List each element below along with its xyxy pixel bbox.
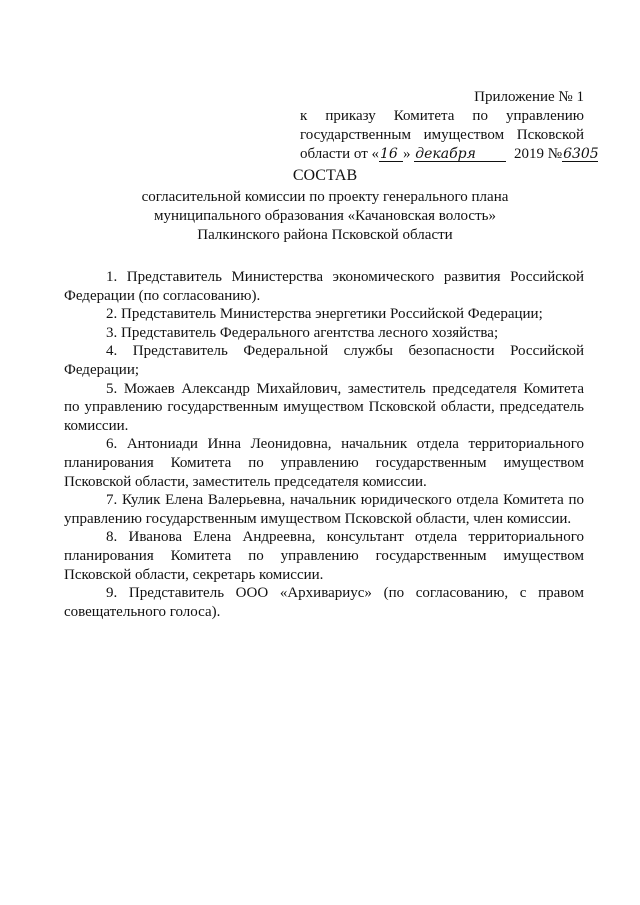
heading-line-1: согласительной комиссии по проекту генерального плана xyxy=(141,189,509,205)
appendix-block xyxy=(300,88,599,164)
handwritten-order-number: 6305 xyxy=(563,146,599,162)
year-part: 2019 № xyxy=(510,146,563,162)
members-list xyxy=(64,268,584,621)
list-item: 2. Представитель Министерства энергетики Российской Федерации; xyxy=(106,306,543,323)
date-prefix: области от « xyxy=(300,146,379,162)
list-item: 1. Представитель Министерства экономического развития Российской Федерации (по согласованию). xyxy=(64,269,584,304)
appendix-date-line xyxy=(300,145,599,164)
list-item: 6. Антониади Инна Леонидовна, начальник отдела территориального планирования Комитета по управлению государственным имуществом Псковской области, заместитель председателя комиссии. xyxy=(64,436,584,490)
list-item: 5. Можаев Александр Михайлович, заместитель председателя Комитета по управлению государственным имуществом Псковской области, председатель комиссии. xyxy=(64,380,584,434)
heading-block xyxy=(60,166,590,245)
handwritten-month: декабря xyxy=(414,147,506,162)
appendix-title: Приложение № 1 xyxy=(474,89,584,105)
list-item: 9. Представитель ООО «Архивариус» (по согласованию, с правом совещательного голоса). xyxy=(64,585,584,620)
list-item: 4. Представитель Федеральной службы безопасности Российской Федерации; xyxy=(64,343,584,378)
heading-title: СОСТАВ xyxy=(292,167,358,184)
list-item: 3. Представитель Федерального агентства лесного хозяйства; xyxy=(106,324,499,341)
heading-line-2: муниципального образования «Качановская волость» xyxy=(154,208,496,224)
heading-line-3: Палкинского района Псковской области xyxy=(197,227,453,243)
appendix-line-1: к приказу Комитета по управлению xyxy=(300,108,584,124)
list-item: 8. Иванова Елена Андреевна, консультант отдела территориального планирования Комитета по управлению государственным имуществом Псковской области, секретарь комиссии. xyxy=(64,529,584,583)
list-item: 7. Кулик Елена Валерьевна, начальник юридического отдела Комитета по управлению государственным имуществом Псковской области, член комиссии. xyxy=(64,492,584,527)
appendix-line-2: государственным имуществом Псковской xyxy=(300,127,584,143)
handwritten-day: 16 xyxy=(379,147,403,162)
date-mid: » xyxy=(403,146,415,162)
